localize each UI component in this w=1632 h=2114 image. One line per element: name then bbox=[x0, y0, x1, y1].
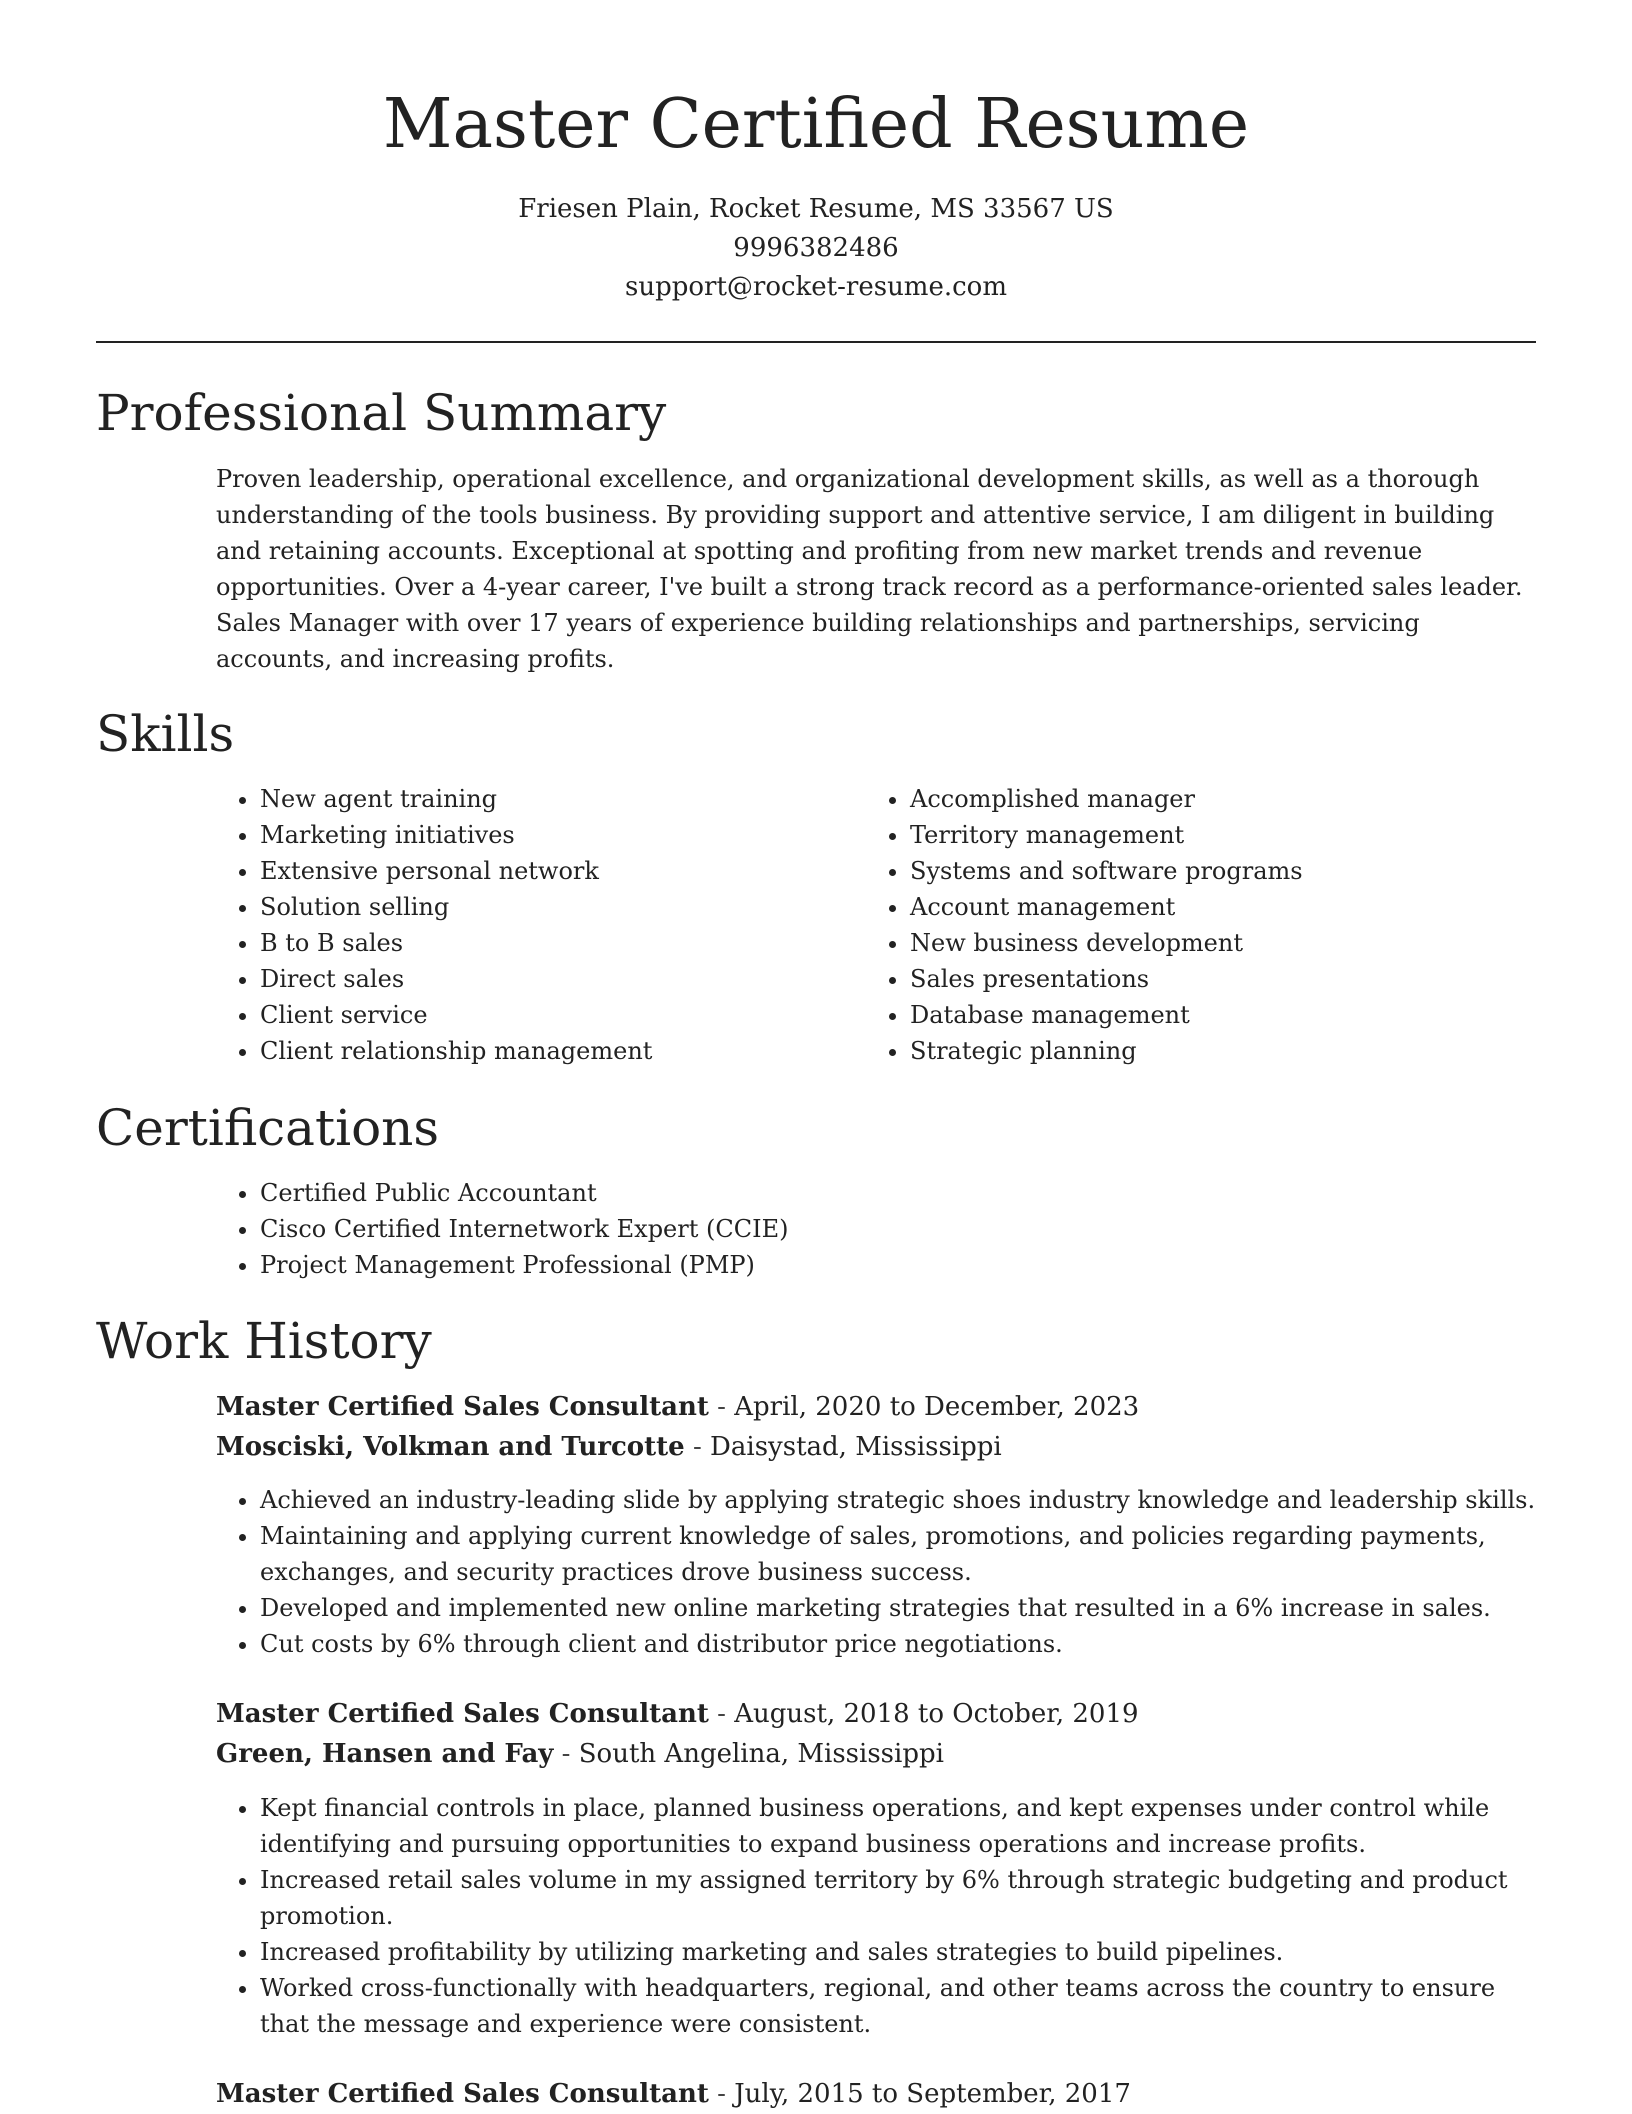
skill-item: • Territory management bbox=[910, 817, 1510, 853]
skill-item: • Marketing initiatives bbox=[260, 817, 820, 853]
job-company-line bbox=[216, 1734, 944, 1774]
contact-address: Friesen Plain, Rocket Resume, MS 33567 US bbox=[518, 194, 1114, 224]
section-title-certifications: Certifications bbox=[96, 1099, 440, 1157]
contact-phone: 9996382486 bbox=[733, 233, 899, 263]
job-location: South Angelina, Mississippi bbox=[578, 1739, 944, 1769]
skill-item: • New agent training bbox=[260, 781, 820, 817]
job-dates: July, 2015 to September, 2017 bbox=[734, 2079, 1131, 2109]
job-separator: - bbox=[708, 1699, 735, 1729]
job-dates: April, 2020 to December, 2023 bbox=[734, 1392, 1140, 1422]
section-title-summary: Professional Summary bbox=[96, 384, 667, 442]
skill-item: • Account management bbox=[910, 889, 1510, 925]
section-title-skills: Skills bbox=[96, 705, 235, 763]
job-bullets bbox=[216, 1790, 1550, 2042]
skill-item: • Client relationship management bbox=[260, 1033, 820, 1069]
skill-item: • Systems and software programs bbox=[910, 853, 1510, 889]
job-bullet: • Cut costs by 6% through client and distributor price negotiations. bbox=[260, 1626, 1550, 1662]
job-bullet: • Kept financial controls in place, planned business operations, and kept expenses under control while identifying and pursuing opportunities to expand business operations and increase profits. bbox=[260, 1790, 1550, 1862]
job-bullet: • Worked cross-functionally with headquarters, regional, and other teams across the country to ensure that the message and experience were consistent. bbox=[260, 1970, 1550, 2042]
skill-item: • Accomplished manager bbox=[910, 781, 1510, 817]
skill-item: • Extensive personal network bbox=[260, 853, 820, 889]
section-title-work-history: Work History bbox=[96, 1312, 432, 1370]
job-bullet: • Increased retail sales volume in my assigned territory by 6% through strategic budgeting and product promotion. bbox=[260, 1862, 1550, 1934]
job-separator: - bbox=[684, 1432, 711, 1462]
contact-email: support@rocket-resume.com bbox=[624, 272, 1007, 302]
job-bullet: • Developed and implemented new online marketing strategies that resulted in a 6% increase in sales. bbox=[260, 1590, 1550, 1626]
skill-item: • Database management bbox=[910, 997, 1510, 1033]
job-title: Master Certified Sales Consultant bbox=[216, 2079, 709, 2109]
skill-item: • B to B sales bbox=[260, 925, 820, 961]
job-location: Daisystad, Mississippi bbox=[710, 1432, 1002, 1462]
summary-text: Proven leadership, operational excellence, and organizational development skills, as well as a thorough understanding of the tools business. By providing support and attentive service, I am diligent in building and retaining accounts. Exceptional at spotting and profiting from new market trends and revenue opportunities. Over a 4-year career, I've built a strong track record as a performance-oriented sales leader. Sales Manager with over 17 years of experience building relationships and partnerships, servicing accounts, and increasing profits. bbox=[216, 465, 1523, 673]
resume-name: Master Certified Resume bbox=[382, 85, 1250, 164]
job-title-line bbox=[216, 2074, 1131, 2114]
job-separator: - bbox=[708, 1392, 735, 1422]
skill-item: • Solution selling bbox=[260, 889, 820, 925]
job-bullet: • Achieved an industry-leading slide by applying strategic shoes industry knowledge and leadership skills. bbox=[260, 1482, 1550, 1518]
job-company-line bbox=[216, 1427, 1002, 1467]
job-title-line bbox=[216, 1694, 1139, 1734]
job-title: Master Certified Sales Consultant bbox=[216, 1699, 709, 1729]
job-bullets bbox=[216, 1482, 1550, 1662]
certification-item: • Project Management Professional (PMP) bbox=[260, 1247, 1260, 1283]
job-separator: - bbox=[553, 1739, 579, 1769]
skill-item: • Sales presentations bbox=[910, 961, 1510, 997]
skills-list-right bbox=[866, 781, 1510, 1069]
certifications-list bbox=[216, 1175, 1260, 1283]
contact-block bbox=[0, 190, 1632, 307]
job-dates: August, 2018 to October, 2019 bbox=[734, 1699, 1139, 1729]
skills-list-left bbox=[216, 781, 820, 1069]
skill-item: • New business development bbox=[910, 925, 1510, 961]
skill-item: • Client service bbox=[260, 997, 820, 1033]
job-bullet: • Maintaining and applying current knowledge of sales, promotions, and policies regarding payments, exchanges, and security practices drove business success. bbox=[260, 1518, 1550, 1590]
job-separator: - bbox=[708, 2079, 735, 2109]
skill-item: • Direct sales bbox=[260, 961, 820, 997]
job-company: Green, Hansen and Fay bbox=[216, 1739, 554, 1769]
job-bullet: • Increased profitability by utilizing marketing and sales strategies to build pipelines. bbox=[260, 1934, 1550, 1970]
certification-item: • Cisco Certified Internetwork Expert (CCIE) bbox=[260, 1211, 1260, 1247]
certification-item: • Certified Public Accountant bbox=[260, 1175, 1260, 1211]
skill-item: • Strategic planning bbox=[910, 1033, 1510, 1069]
header-divider bbox=[96, 341, 1536, 343]
job-company: Mosciski, Volkman and Turcotte bbox=[216, 1432, 685, 1462]
job-title: Master Certified Sales Consultant bbox=[216, 1392, 709, 1422]
job-title-line bbox=[216, 1387, 1139, 1427]
